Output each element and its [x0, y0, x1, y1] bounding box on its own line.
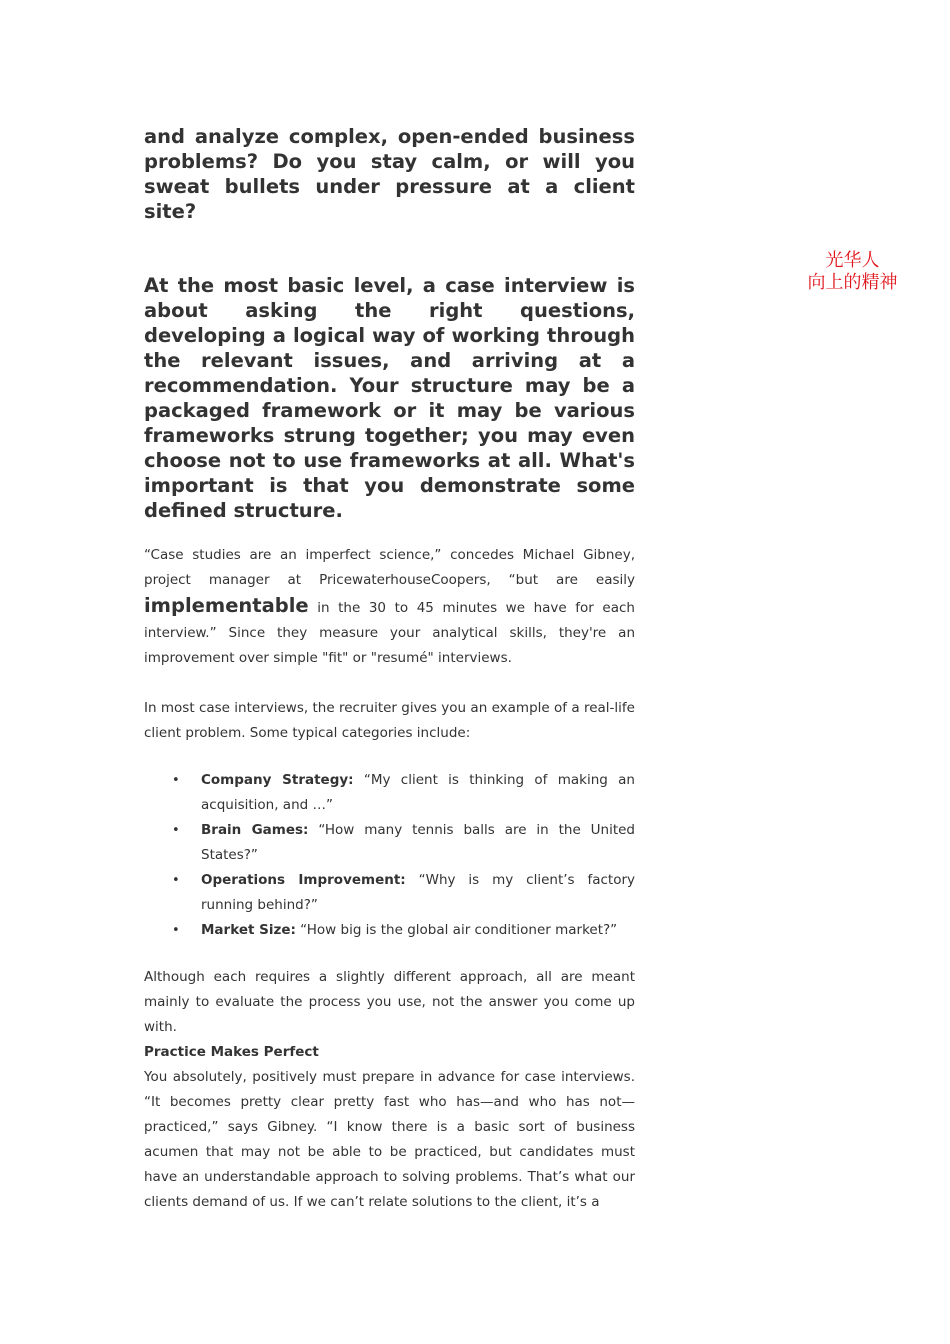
category-label: Company Strategy: — [201, 772, 354, 788]
category-label: Market Size: — [201, 922, 296, 938]
category-list — [144, 768, 635, 943]
category-label: Brain Games: — [201, 822, 309, 838]
quote-paragraph — [144, 543, 635, 671]
bullet-icon: • — [172, 823, 180, 838]
list-item — [144, 868, 635, 918]
practice-paragraph: You absolutely, positively must prepare in advance for case interviews. “It becomes pretty clear pretty fast who has—and who has not—practiced,” says Gibney. “I know there is a basic sort of business acumen that may not be able to be practiced, but candidates must have an understandable approach to solving problems. That’s what our clients demand of us. If we can’t relate solutions to the client, it’s a — [144, 1069, 635, 1210]
category-text: “How many tennis balls are in the United States?” — [201, 822, 635, 863]
section-heading-practice: Practice Makes Perfect — [144, 1044, 319, 1060]
category-text: “My client is thinking of making an acquisition, and …” — [201, 772, 635, 813]
lead-paragraph-2: At the most basic level, a case interview is about asking the right questions, developing a logical way of working through the relevant issues, and arriving at a recommendation. Your structure may be a packaged framework or it may be various frameworks strung together; you may even choose not to use frameworks at all. What's important is that you demonstrate some defined structure. — [144, 274, 635, 522]
list-item — [144, 768, 635, 818]
intro-paragraph: In most case interviews, the recruiter gives you an example of a real-life client problem. Some typical categories include: — [144, 700, 635, 741]
bullet-icon: • — [172, 873, 180, 888]
side-note-line-2: 向上的精神 — [807, 272, 898, 293]
lead-paragraph-1: and analyze complex, open-ended business problems? Do you stay calm, or will you sweat bullets under pressure at a client site? — [144, 125, 635, 223]
side-note-line-1: 光华人 — [825, 250, 880, 271]
document-body — [144, 124, 635, 1215]
list-item — [144, 918, 635, 943]
bullet-icon: • — [172, 923, 180, 938]
bullet-icon: • — [172, 773, 180, 788]
category-label: Operations Improvement: — [201, 872, 406, 888]
quote-text-after: in the 30 to 45 minutes we have for each interview.” Since they measure your analytical skills, they're an improvement over simple "fit" or "resumé" interviews. — [144, 600, 635, 666]
list-item — [144, 818, 635, 868]
category-text: “How big is the global air conditioner market?” — [295, 922, 618, 938]
side-note — [800, 250, 905, 294]
quote-emphasis: implementable — [144, 594, 309, 617]
quote-text-before: “Case studies are an imperfect science,” concedes Michael Gibney, project manager at PricewaterhouseCoopers, “but are easily — [144, 547, 635, 588]
approach-paragraph: Although each requires a slightly different approach, all are meant mainly to evaluate the process you use, not the answer you come up with. — [144, 969, 635, 1035]
category-text: “Why is my client’s factory running behind?” — [201, 872, 636, 913]
